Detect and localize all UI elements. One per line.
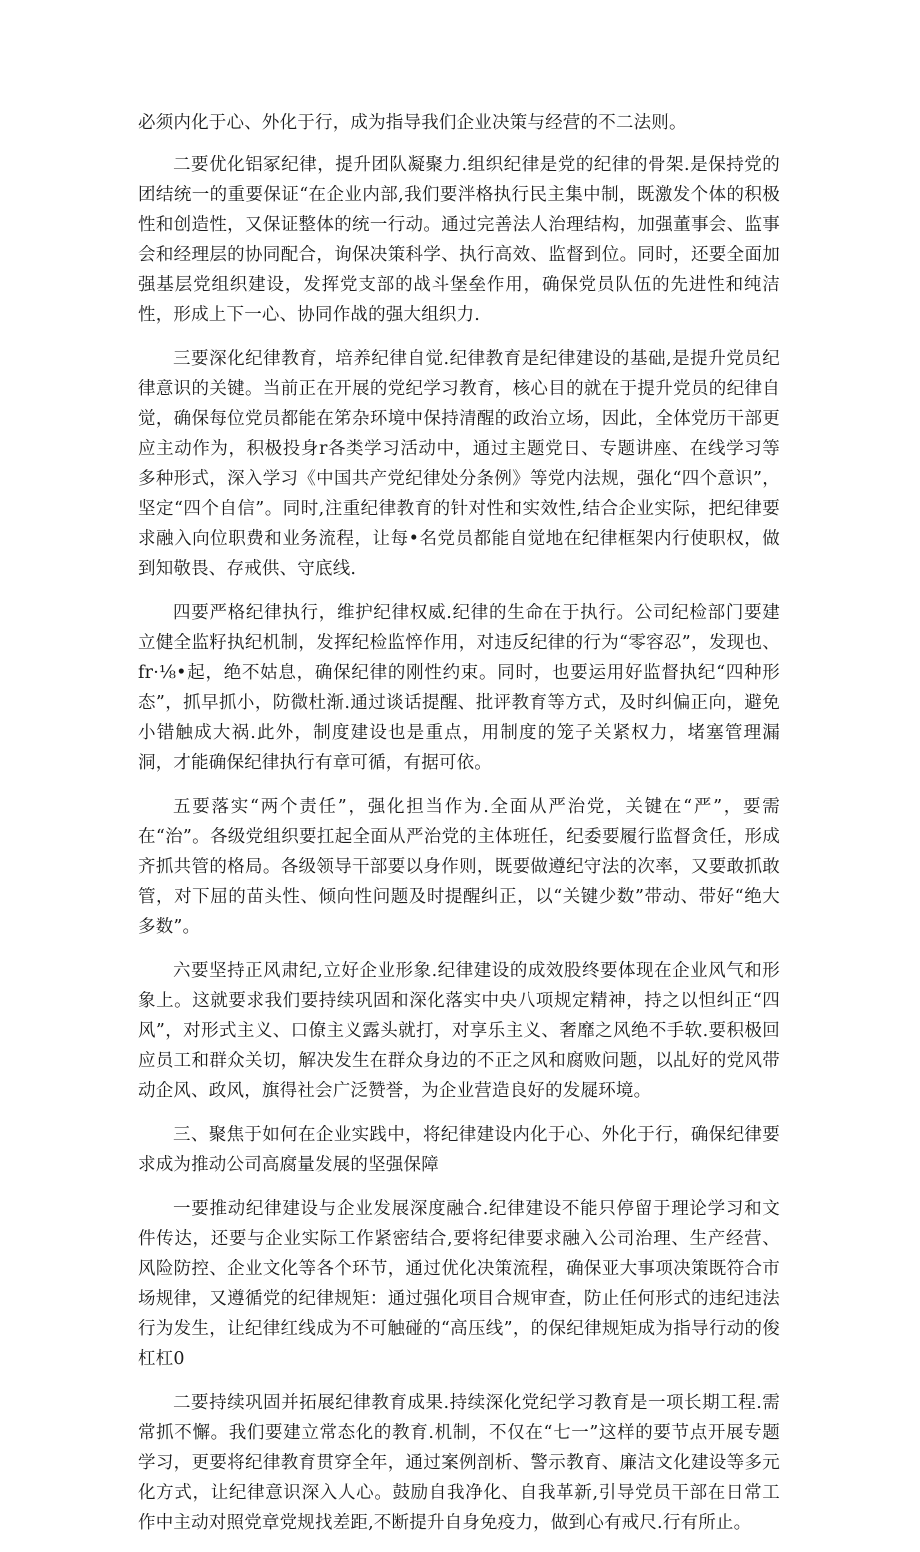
paragraph-organizational-discipline: 二要优化铝冢纪律，提升团队凝聚力.组织纪律是党的纪律的骨架.是保持党的团结统一的重要保证“在企业内部,我们要泮格执行民主集中制，既激发个体的积极性和创造性，又保证整体的统一行动。通过完善法人治理结构，加强董事会、监事会和经理层的协同配合，询保决策科学、执行高效、监督到位。同时，还要全面加强基层党组织建设，发挥党支部的战斗堡垒作用，确保党员队伍的先进性和纯洁性，形成上下一心、协同作战的强大组织力. bbox=[138, 155, 780, 325]
paragraph-corporate-image: 六要坚持正风肃纪,立好企业形象.纪律建设的成效股终要体现在企业风气和形象上。这就要求我们要持续巩固和深化落实中央八项规定精神，持之以怛纠正“四风”，对形式主义、口僚主义露头就打，对享乐主义、奢靡之风绝不手软.要积极回应员工和群众关切，解决发生在群众身边的不正之风和腐败问题，以乩好的党风带动企风、政风，旗得社会广泛赞誉，为企业营造良好的发屣环境。 bbox=[138, 961, 780, 1101]
paragraph-two-responsibilities: 五要落实“两个责任”，强化担当作为.全面从严治党，关键在“严”，要需在“治”。各级党组织要扛起全面从严治党的主体班任，纪委要履行监督贪任，形成齐抓共管的格局。各级领导干部要以身作则，既要做遵纪守法的次率，又要敢抓敢管，对下屈的苗头性、倾向性问题及时提醒纠正，以“关键少数”带动、带好“绝大多数”。 bbox=[138, 797, 780, 937]
paragraph-continuation: 必须内化于心、外化于行，成为指导我们企业决策与经营的不二法则。 bbox=[138, 113, 687, 133]
paragraph-discipline-education: 三要深化纪律教育，培养纪律自觉.纪律教育是纪律建设的基础,是提升党员纪律意识的关键。当前正在开展的党纪学习教育，核心目的就在于提升党员的纪律自觉，确保每位党员都能在笫杂环境中保持清醒的政治立场，因此，全体党历干部更应主动作为，积极投身r各类学习活动中，通过主题党日、专题讲座、在线学习等多种形式，深入学习《中国共产党纪律处分条例》等党内法规，强化“四个意识”，坚定“四个自信”。同时,注重纪律教育的针对性和实效性,结合企业实际，把纪律要求融入向位职费和业务流程，让每•名党员都能自觉地在纪律框架内行使职权，做到知敬畏、存戒供、守底线. bbox=[138, 349, 780, 579]
paragraph-discipline-enforcement: 四要严格纪律执行，维护纪律权威.纪律的生命在于执行。公司纪检部门要建立健全监籽执纪机制，发挥纪检监悴作用，对违反纪律的行为“零容忍”，发现也、fr·⅛•起，绝不姑息，确保纪律的刚性约束。同时，也要运用好监督执纪“四种形态”，抓早抓小，防微杜渐.通过谈话提醒、批评教育等方式，及时纠偏正向，避免小错触成大祸.此外，制度建设也是重点，用制度的笼子关紧权力，堵塞管理漏洞，才能确保纪律执行有章可循，有据可依。 bbox=[138, 603, 780, 773]
paragraph-education-results: 二要持续巩固并拓展纪律教育成果.持续深化党纪学习教育是一项长期工程.需常抓不懈。我们要建立常态化的教育.机制，不仅在“七一”这样的要节点开展专题学习，更要将纪律教育贯穿全年，通过案例剖析、警示教育、廉洁文化建设等多元化方式，让纪律意识深入人心。鼓励自我净化、自我革新,引导党员干部在日常工作中主动对照党章党规找差距,不断提升自身免疫力，做到心有戒尺.行有所止。 bbox=[138, 1393, 780, 1533]
paragraph-deep-integration: 一要推动纪律建设与企业发展深度融合.纪律建设不能只停留于理论学习和文件传达，还要与企业实际工作紧密结合,要将纪律要求融入公司治理、生产经营、风险防控、企业文化等各个环节，通过优化决策流程，确保亚大事项决策既符合市场规律，又遵循党的纪律规矩：通过强化项目合规审查，防止任何形式的违纪违法行为发生，让纪律红线成为不可触碰的“高压线”，的保纪律规矩成为指导行动的俊杠杠0 bbox=[138, 1199, 780, 1369]
section-heading-three: 三、聚焦于如何在企业实践中，将纪律建设内化于心、外化于行，确保纪律要求成为推动公司高腐量发展的坚强保障 bbox=[138, 1125, 780, 1175]
document-body bbox=[138, 108, 780, 1552]
